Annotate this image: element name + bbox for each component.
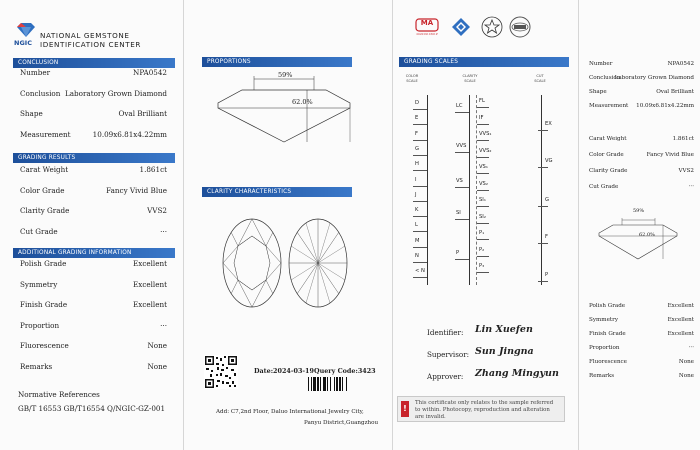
- grading-results-bar: GRADING RESULTS: [13, 153, 175, 163]
- scale-grade: G: [545, 197, 550, 203]
- cma-logo-text: MA: [420, 19, 434, 27]
- identifier-label: Identifier:: [427, 328, 464, 337]
- scale-grade: VS: [456, 178, 463, 184]
- summary-table-percent: 59%: [633, 208, 645, 214]
- field-label: Fluorescence: [20, 341, 69, 350]
- grading-scales-bar: GRADING SCALES: [399, 57, 569, 67]
- scale-tick-mark: [455, 187, 469, 188]
- field-label: Measurement: [20, 129, 71, 139]
- field-value: Excellent: [133, 279, 167, 289]
- conclusion-bar: CONCLUSION: [13, 58, 175, 68]
- scale-grade: G: [415, 145, 420, 152]
- field-value: 1.861ct: [139, 165, 167, 174]
- field-label: Shape: [20, 109, 43, 118]
- scale-tick-mark: [477, 223, 489, 224]
- notice-line3: are invalid.: [415, 414, 446, 420]
- star-seal-icon: [481, 16, 503, 38]
- scale-grade: P₃: [479, 263, 485, 269]
- scale-grade: VVS: [456, 143, 467, 149]
- scale-tick-mark: [477, 173, 489, 174]
- field-label: Clarity Grade: [20, 206, 70, 215]
- field-value: None: [678, 359, 694, 365]
- normative-refs: GB/T 16553 GB/T16554 Q/NGIC-GZ-001: [18, 404, 166, 413]
- scale-grade: M: [415, 237, 420, 244]
- query-code: Query Code:3423: [314, 367, 376, 375]
- accreditation-diamond-icon: [451, 17, 471, 37]
- field-label: Conclusion: [589, 75, 621, 81]
- field-label: Finish Grade: [20, 300, 68, 309]
- scales-panel: [393, 0, 575, 450]
- proportions-bar: PROPORTIONS: [202, 57, 352, 67]
- color-scale-line: [427, 95, 428, 285]
- additional-grading-bar: ADDITIONAL GRADING INFORMATION: [13, 248, 175, 258]
- field-value: ···: [688, 345, 694, 351]
- qr-code: [204, 355, 238, 389]
- scale-tick-mark: [477, 272, 489, 273]
- scale-tick-mark: [413, 140, 427, 141]
- barcode-bar: [330, 377, 331, 391]
- scale-grade: P₁: [479, 230, 485, 236]
- supervisor-signature: Sun Jingna: [475, 346, 534, 357]
- scale-grade: P: [545, 272, 549, 278]
- clarity-plot-crown: [222, 218, 282, 308]
- scale-grade: SI₁: [479, 197, 486, 203]
- field-label: Proportion: [589, 345, 620, 351]
- scale-grade: LC: [456, 103, 463, 109]
- barcode-bar: [317, 377, 319, 391]
- field-value: Fancy Vivid Blue: [646, 152, 694, 158]
- scale-tick-mark: [413, 277, 427, 278]
- clarity-plot-pavilion: [288, 218, 348, 308]
- scale-tick-mark: [538, 243, 548, 244]
- field-value: NPA0542: [133, 68, 167, 77]
- field-value: None: [147, 361, 167, 371]
- address-line2: Panyu District,Guangzhou: [304, 420, 379, 426]
- field-value: Excellent: [667, 303, 694, 309]
- field-value: Oval Brilliant: [656, 89, 694, 95]
- field-label: Remarks: [589, 373, 615, 379]
- scale-grade: N: [415, 253, 419, 259]
- notice-line1: This certificate only relates to the sample referred: [415, 400, 554, 406]
- scale-grade: SI: [456, 210, 461, 216]
- field-value: 10.09x6.81x4.22mm: [92, 129, 167, 139]
- cut-scale-title: CUT SCALE: [534, 74, 546, 83]
- field-label: Cut Grade: [20, 226, 58, 236]
- issue-date: Date:2024-03-19: [254, 367, 314, 375]
- scale-grade: K: [415, 207, 419, 214]
- barcode-bar: [323, 377, 326, 391]
- field-value: ···: [160, 226, 167, 236]
- notice-box: [397, 396, 565, 422]
- field-value: Laboratory Grown Diamond: [614, 75, 694, 81]
- scale-grade: VS₁: [479, 164, 488, 170]
- barcode-bar: [342, 377, 343, 391]
- field-value: ···: [160, 320, 167, 330]
- field-label: Color Grade: [20, 185, 65, 195]
- ngic-logo: [16, 22, 36, 46]
- scale-tick-mark: [413, 262, 427, 263]
- barcode-bar: [311, 377, 312, 391]
- scale-grade: F: [545, 234, 548, 240]
- field-value: Excellent: [667, 317, 694, 323]
- ngic-logo-text: NGIC: [14, 39, 32, 47]
- field-label: Cut Grade: [589, 184, 619, 190]
- field-label: Proportion: [20, 320, 60, 330]
- field-value: Laboratory Grown Diamond: [65, 88, 167, 98]
- scale-grade: I: [415, 176, 417, 183]
- barcode-bar: [320, 377, 321, 391]
- field-label: Number: [589, 61, 613, 67]
- scale-grade: J: [415, 191, 417, 198]
- org-name-line1: NATIONAL GEMSTONE: [40, 31, 130, 40]
- warning-icon: !: [401, 401, 409, 417]
- scale-tick-mark: [477, 124, 489, 125]
- barcode-bar: [313, 377, 316, 391]
- scale-tick-mark: [413, 231, 427, 232]
- field-value: 10.09x6.81x4.22mm: [636, 103, 694, 109]
- scale-grade: < N: [415, 268, 425, 275]
- scale-tick-mark: [538, 130, 548, 131]
- field-label: Finish Grade: [589, 331, 626, 337]
- field-value: NPA0542: [667, 61, 694, 67]
- cma-number: 20201911601P: [416, 32, 438, 36]
- field-label: Measurement: [589, 103, 629, 109]
- scale-grade: E: [415, 115, 419, 122]
- approver-signature: Zhang Mingyun: [475, 368, 559, 379]
- field-label: Carat Weight: [20, 165, 69, 174]
- scale-grade: D: [415, 100, 419, 106]
- cma-logo: [413, 17, 441, 36]
- field-label: Symmetry: [20, 279, 58, 289]
- scale-tick-mark: [413, 216, 427, 217]
- summary-panel: [579, 0, 700, 450]
- barcode: [308, 377, 364, 391]
- scale-tick-mark: [477, 239, 489, 240]
- scale-tick-mark: [455, 112, 469, 113]
- scale-grade: VVS₂: [479, 147, 492, 154]
- field-label: Symmetry: [589, 317, 618, 323]
- address-line1: Add: C7,2nd Floor, Daluo International Jewelry City,: [216, 409, 364, 415]
- summary-depth-percent: 62.0%: [639, 232, 655, 238]
- barcode-bar: [308, 377, 309, 391]
- table-percent: 59%: [278, 71, 293, 79]
- diamond-logo-icon: [16, 22, 36, 38]
- org-name-line2: IDENTIFICATION CENTER: [40, 40, 142, 49]
- proportions-diagram: [214, 70, 354, 150]
- clarity-scale-title: CLARITY SCALE: [462, 74, 478, 83]
- field-label: Shape: [589, 89, 607, 95]
- scale-tick-mark: [413, 186, 427, 187]
- field-label: Fluorescence: [589, 359, 627, 365]
- scale-grade: P: [456, 250, 460, 256]
- scale-grade: H: [415, 161, 419, 168]
- scale-tick-mark: [538, 281, 548, 282]
- barcode-bar: [336, 377, 338, 391]
- scale-grade: F: [415, 130, 418, 137]
- supervisor-label: Supervisor:: [427, 350, 470, 359]
- field-label: Carat Weight: [589, 136, 627, 142]
- left-panel: [0, 0, 175, 450]
- field-value: Excellent: [133, 259, 167, 268]
- field-label: Number: [20, 68, 51, 77]
- approver-label: Approver:: [427, 372, 464, 381]
- scale-grade: VG: [545, 158, 553, 164]
- scale-tick-mark: [538, 206, 548, 207]
- barcode-bar: [339, 377, 341, 391]
- field-value: None: [147, 341, 167, 350]
- scale-grade: FL: [479, 98, 485, 104]
- field-value: Fancy Vivid Blue: [106, 185, 167, 195]
- field-value: VVS2: [147, 206, 167, 215]
- field-label: Polish Grade: [20, 259, 67, 268]
- scale-grade: IF: [479, 114, 484, 121]
- field-label: Remarks: [20, 361, 53, 371]
- scale-tick-mark: [477, 157, 489, 158]
- scale-tick-mark: [455, 152, 469, 153]
- scale-tick-mark: [413, 155, 427, 156]
- scale-grade: EX: [545, 121, 552, 127]
- scale-grade: SI₂: [479, 213, 486, 220]
- scale-tick-mark: [477, 140, 489, 141]
- scale-tick-mark: [477, 256, 489, 257]
- field-label: Color Grade: [589, 152, 624, 158]
- notice-line2: to within. Photocopy, reproduction and alteration: [415, 407, 550, 413]
- field-value: Excellent: [667, 331, 694, 337]
- identifier-signature: Lin Xuefen: [475, 324, 533, 335]
- scale-tick-mark: [413, 201, 427, 202]
- scale-tick-mark: [477, 206, 489, 207]
- scale-grade: VVS₁: [479, 131, 492, 137]
- field-value: Oval Brilliant: [118, 109, 167, 118]
- field-value: VVS2: [678, 168, 694, 174]
- clarity-characteristics-bar: CLARITY CHARACTERISTICS: [202, 187, 352, 197]
- barcode-bar: [346, 377, 347, 391]
- clarity-scale-line: [469, 95, 470, 285]
- field-label: Conclusion: [20, 88, 61, 98]
- scale-tick-mark: [455, 219, 469, 220]
- barcode-bar: [334, 377, 335, 391]
- middle-panel: [184, 0, 390, 450]
- scale-grade: VS₂: [479, 180, 488, 187]
- color-scale-title: COLOR SCALE: [405, 74, 419, 83]
- depth-percent: 62.0%: [292, 98, 313, 106]
- scale-tick-mark: [413, 109, 427, 110]
- field-label: Polish Grade: [589, 303, 626, 309]
- scale-tick-mark: [413, 247, 427, 248]
- field-label: Clarity Grade: [589, 168, 628, 174]
- scale-tick-mark: [455, 259, 469, 260]
- scale-grade: L: [415, 222, 418, 229]
- scale-grade: P₂: [479, 246, 485, 253]
- scale-tick-mark: [413, 124, 427, 125]
- scale-tick-mark: [477, 107, 489, 108]
- scale-tick-mark: [477, 190, 489, 191]
- barcode-bar: [327, 377, 328, 391]
- field-value: 1.861ct: [672, 136, 694, 142]
- scale-tick-mark: [538, 167, 548, 168]
- summary-proportions-diagram: [597, 215, 679, 263]
- scale-tick-mark: [413, 170, 427, 171]
- normative-title: Normative References: [18, 390, 100, 399]
- cut-scale-line: [541, 95, 542, 285]
- seal-logo-icon: [509, 16, 531, 38]
- field-value: Excellent: [133, 300, 167, 309]
- field-value: None: [678, 373, 694, 379]
- field-value: ···: [688, 184, 694, 190]
